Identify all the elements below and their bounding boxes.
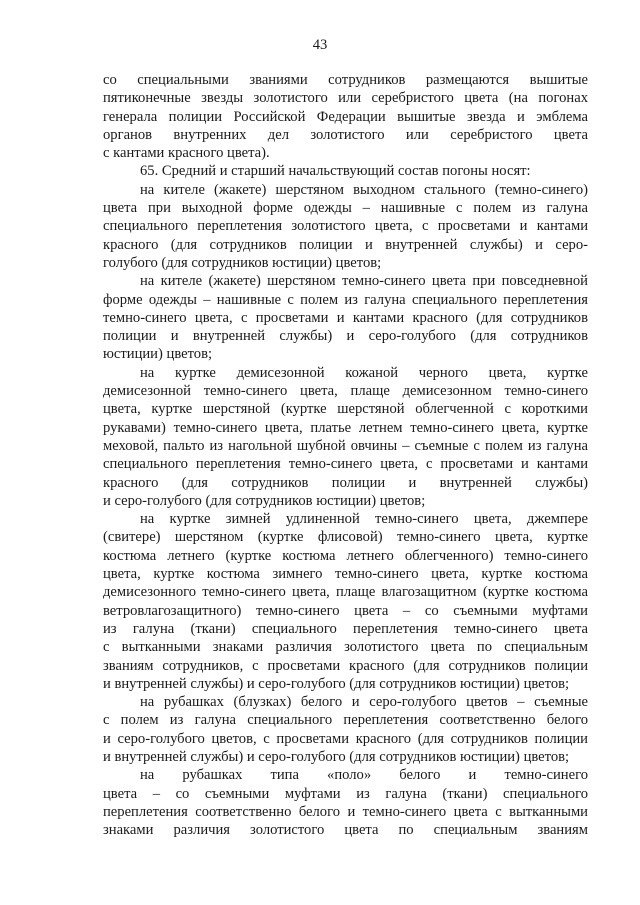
text-line: генерала полиции Российской Федерации вышитые звезда и эмблема <box>103 108 588 125</box>
text-line: на кителе (жакете) шерстяном выходном стального (темно-синего) <box>140 181 588 198</box>
text-line: и внутренней службы) и серо-голубого (для сотрудников юстиции) цветов; <box>103 748 570 765</box>
text-line: 65. Средний и старший начальствующий состав погоны носят: <box>140 163 531 180</box>
text-line: с полем из галуна специального переплетения соответственно белого <box>103 712 588 729</box>
text-line: на рубашках типа «поло» белого и темно-синего <box>140 767 588 784</box>
page-number: 43 <box>312 37 328 53</box>
text-line: демисезонной темно-синего цвета, плаще демисезонном темно-синего <box>103 383 588 400</box>
text-line: форме одежды – нашивные с полем из галуна специального переплетения <box>103 291 588 308</box>
text-line: специального переплетения золотистого цвета, с просветами и кантами <box>103 218 588 235</box>
text-line: темно-синего цвета, с просветами и кантами красного (для сотрудников <box>103 309 588 326</box>
text-line: ветровлагозащитного) темно-синего цвета – со съемными муфтами <box>103 602 588 619</box>
text-line: органов внутренних дел золотистого или серебристого цвета <box>103 126 588 143</box>
text-line: с кантами красного цвета). <box>103 145 270 162</box>
text-line: со специальными званиями сотрудников размещаются вышитые <box>103 72 588 88</box>
text-line: из галуна (ткани) специального переплетения темно-синего цвета <box>103 620 588 637</box>
text-line: на куртке демисезонной кожаной черного цвета, куртке <box>140 364 588 381</box>
text-line: юстиции) цветов; <box>103 346 213 363</box>
text-line: пятиконечные звезды золотистого или серебристого цвета (на погонах <box>103 90 588 107</box>
text-line: на рубашках (блузках) белого и серо-голубого цветов – съемные <box>140 694 588 711</box>
text-line: цвета – со съемными муфтами из галуна (ткани) специального <box>103 785 588 802</box>
body-text <box>103 71 588 839</box>
text-line: с вытканными знаками различия золотистого цвета по специальным <box>103 639 588 656</box>
text-line: и внутренней службы) и серо-голубого (для сотрудников юстиции) цветов; <box>103 675 570 692</box>
text-line: полиции и внутренней службы) и серо-голубого (для сотрудников <box>103 328 588 345</box>
text-line: цвета, куртке шерстяной (куртке шерстяной облегченной с короткими <box>103 401 588 418</box>
text-line: знаками различия золотистого цвета по специальным званиям <box>103 822 588 839</box>
text-line: голубого (для сотрудников юстиции) цветов; <box>103 254 382 271</box>
text-line: демисезонного темно-синего цвета, плаще влагозащитном (куртке костюма <box>103 584 588 601</box>
text-line: специального переплетения темно-синего цвета, с просветами и кантами <box>103 456 588 473</box>
text-line: переплетения соответственно белого и темно-синего цвета с вытканными <box>103 803 588 820</box>
text-line: рукавами) темно-синего цвета, платье летнем темно-синего цвета, куртке <box>103 419 588 436</box>
text-line: цвета, куртке костюма зимнего темно-синего цвета, куртке костюма <box>103 566 588 583</box>
text-line: красного (для сотрудников полиции и внутренней службы) и серо- <box>103 236 588 253</box>
text-line: и серо-голубого (для сотрудников юстиции) цветов; <box>103 492 426 509</box>
text-line: костюма летнего (куртке костюма летнего облегченного) темно-синего <box>103 547 588 564</box>
text-line: (свитере) шерстяном (куртке флисовой) темно-синего цвета, куртке <box>103 529 588 546</box>
text-line: званиям сотрудников, с просветами красного (для сотрудников полиции <box>103 657 588 674</box>
text-line: меховой, пальто из нагольной шубной овчины – съемные с полем из галуна <box>103 437 588 454</box>
text-line: красного (для сотрудников полиции и внутренней службы) <box>103 474 588 491</box>
text-line: и серо-голубого цветов, с просветами красного (для сотрудников полиции <box>103 730 588 747</box>
text-line: цвета при выходной форме одежды – нашивные с полем из галуна <box>103 200 588 217</box>
text-line: на кителе (жакете) шерстяном темно-синего цвета при повседневной <box>140 273 588 290</box>
text-line: на куртке зимней удлиненной темно-синего цвета, джемпере <box>140 511 588 528</box>
